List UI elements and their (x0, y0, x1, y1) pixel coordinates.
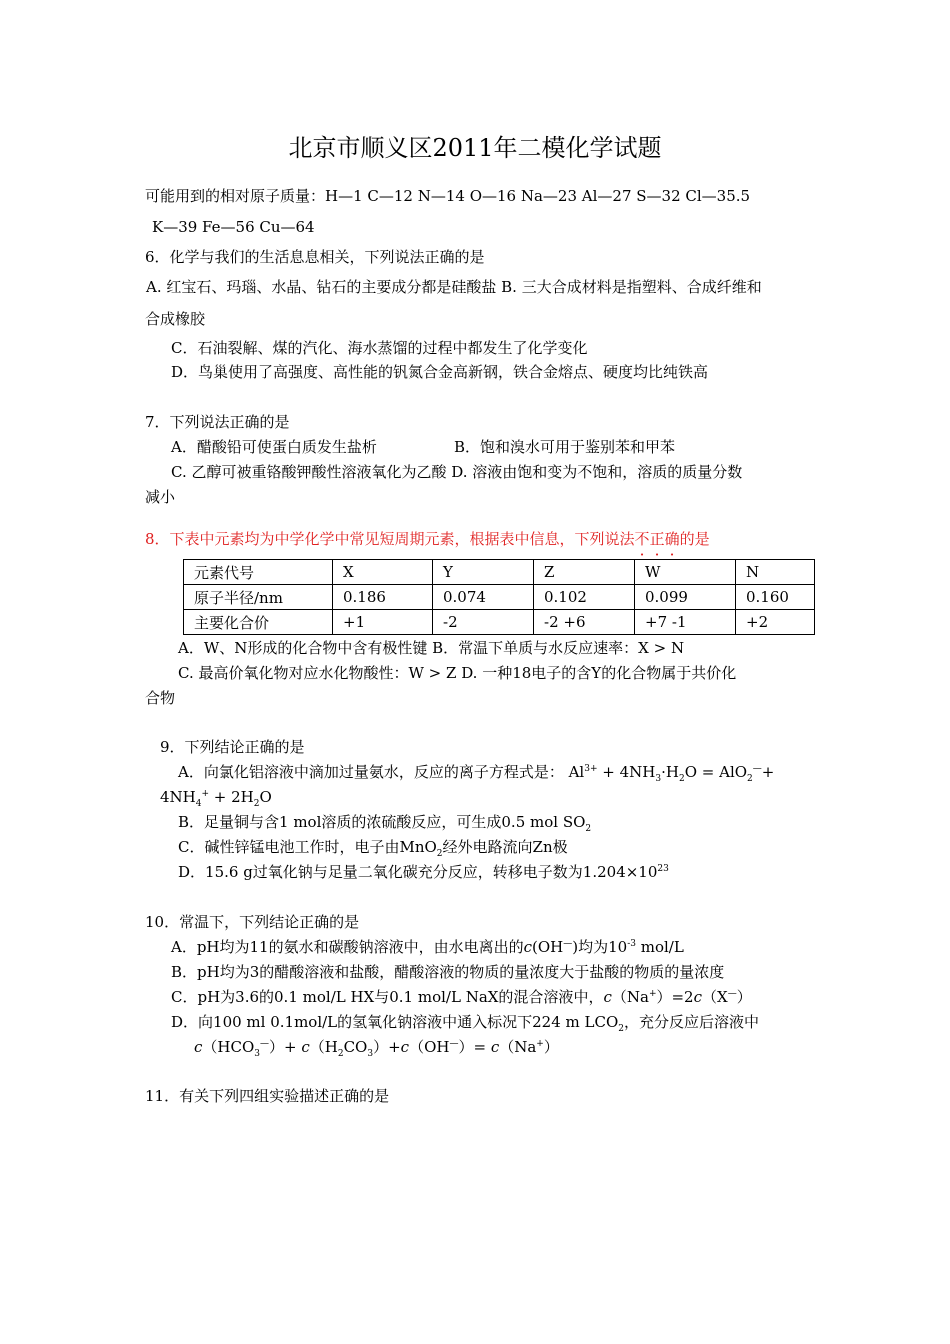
q9-a-text: A．向氯化铝溶液中滴加过量氨水，反应的离子方程式是： Al (178, 763, 585, 781)
q10-a-text: A．pH均为11的氨水和碳酸钠溶液中，由水电离出的 (171, 938, 524, 956)
superscript: — (752, 764, 762, 774)
italic-c: c (603, 988, 612, 1006)
q10-d-text: （OH (409, 1038, 450, 1056)
q9-a-text: 4NH (160, 788, 196, 806)
q9-a-text: + (761, 763, 775, 781)
q6-option-d: D．鸟巢使用了高强度、高性能的钒氮合金高新钢，铁合金熔点、硬度均比纯铁高 (171, 363, 709, 381)
italic-c: c (194, 1038, 203, 1056)
q8-emphasis-2: 正 (649, 530, 665, 548)
table-header-cell: X (333, 560, 433, 585)
superscript: — (260, 1039, 269, 1049)
subscript: 3 (254, 1049, 260, 1059)
table-header-cell: 元素代号 (184, 560, 333, 585)
table-cell: +7 -1 (635, 610, 736, 635)
italic-c: c (301, 1038, 310, 1056)
q7-option-cd: C. 乙醇可被重铬酸钾酸性溶液氧化为乙酸 D. 溶液由饱和变为不饱和，溶质的质量分数 (171, 463, 743, 481)
q10-c-text: C．pH为3.6的0.1 mol/L HX与0.1 mol/L NaX的混合溶液中， (171, 988, 604, 1006)
q10-d-text: CO (343, 1038, 368, 1056)
q6-option-ab: A. 红宝石、玛瑙、水晶、钻石的主要成分都是硅酸盐 B. 三大合成材料是指塑料、合成纤维和 (146, 278, 762, 296)
superscript: — (727, 989, 737, 999)
q10-option-b: B．pH均为3的醋酸溶液和盐酸，醋酸溶液的物质的量浓度大于盐酸的物质的量浓度 (171, 963, 725, 981)
atomic-masses-line2: K—39 Fe—56 Cu—64 (152, 218, 315, 236)
q9-stem: 9．下列结论正确的是 (160, 738, 305, 756)
q9-b-text: B．足量铜与含1 mol溶质的浓硫酸反应，可生成0.5 mol SO (178, 813, 586, 831)
q10-a-text: mol/L (635, 938, 684, 956)
table-header-row (184, 560, 815, 585)
table-cell: 主要化合价 (184, 610, 333, 635)
subscript: 2 (436, 849, 443, 859)
q9-option-c (178, 837, 568, 857)
q10-d-text: （Na (499, 1038, 537, 1056)
q9-option-d (178, 862, 669, 882)
subscript: 2 (678, 774, 685, 784)
table-cell: 0.160 (736, 585, 815, 610)
subscript: 3 (367, 1049, 374, 1059)
subscript: 2 (585, 824, 592, 834)
q10-c-text: ） (736, 988, 752, 1006)
superscript: — (563, 939, 573, 949)
page-title: 北京市顺义区2011年二模化学试题 (288, 134, 662, 162)
table-cell: 0.074 (433, 585, 534, 610)
q10-d-text: （H (309, 1038, 338, 1056)
q10-d-text: ） (543, 1038, 559, 1056)
q10-d-text: （HCO (202, 1038, 255, 1056)
q9-option-a (178, 762, 774, 782)
subscript: 2 (747, 774, 753, 784)
q9-a-text: + 4NH (597, 763, 656, 781)
q8-option-ab: A．W、N形成的化合物中含有极性键 B．常温下单质与水反应速率：X > N (178, 639, 685, 657)
q8-option-d-cont: 合物 (145, 689, 176, 707)
q8-emphasis-3: 确 (664, 530, 680, 548)
superscript: + (201, 789, 210, 799)
q7-option-b: B．饱和溴水可用于鉴别苯和甲苯 (454, 438, 676, 456)
q9-a-text: ·H (661, 763, 679, 781)
superscript: — (449, 1039, 459, 1049)
subscript: 2 (253, 799, 260, 809)
element-table (183, 559, 815, 635)
table-cell: -2 +6 (534, 610, 635, 635)
q6-stem: 6．化学与我们的生活息息相关，下列说法正确的是 (145, 248, 485, 266)
q10-c-text: （Na (611, 988, 649, 1006)
italic-c: c (490, 1038, 500, 1056)
q10-option-d (171, 1012, 759, 1032)
q7-stem: 7．下列说法正确的是 (145, 413, 290, 431)
q9-c-text: 经外电路流向Zn极 (442, 838, 568, 856)
table-header-cell: Y (433, 560, 534, 585)
table-cell: +2 (736, 610, 815, 635)
q9-a-text: + 2H (209, 788, 254, 806)
table-cell: +1 (333, 610, 433, 635)
q6-option-b-cont: 合成橡胶 (145, 310, 206, 328)
subscript: 2 (618, 1024, 624, 1034)
q6-option-c: C．石油裂解、煤的汽化、海水蒸馏的过程中都发生了化学变化 (171, 339, 588, 357)
q8-stem (145, 529, 710, 549)
table-cell: 0.099 (635, 585, 736, 610)
q9-option-a-cont (160, 787, 272, 807)
q10-c-text: （X (702, 988, 728, 1006)
q11-stem: 11．有关下列四组实验描述正确的是 (145, 1087, 390, 1105)
q10-d-text: ）+ (373, 1038, 401, 1056)
q9-option-b (178, 812, 591, 832)
q10-d-text: ，充分反应后溶液中 (624, 1013, 760, 1031)
table-header-cell: W (635, 560, 736, 585)
q10-d-text: D．向100 ml 0.1mol/L的氢氧化钠溶液中通入标况下224 m LCO (171, 1013, 619, 1031)
q8-stem-text: 8．下表中元素均为中学化学中常见短周期元素，根据表中信息，下列说法 (145, 530, 635, 548)
q10-c-text: ）=2 (656, 988, 694, 1006)
table-cell: 原子半径/nm (184, 585, 333, 610)
q9-a-text: O (259, 788, 272, 806)
q9-d-text: D．15.6 g过氧化钠与足量二氧化碳充分反应，转移电子数为1.204×10 (178, 863, 658, 881)
q9-c-text: C．碱性锌锰电池工作时，电子由MnO (178, 838, 437, 856)
superscript: 3+ (584, 764, 598, 774)
italic-c: c (523, 938, 533, 956)
atomic-masses-line1: 可能用到的相对原子质量：H—1 C—12 N—14 O—16 Na—23 Al—27 S—32 Cl—35.5 (145, 187, 751, 205)
q8-emphasis-1: 不 (634, 530, 650, 548)
q9-a-text: O = AlO (684, 763, 748, 781)
superscript: -3 (627, 939, 636, 949)
superscript: + (648, 989, 657, 999)
q10-option-c (171, 987, 752, 1007)
q10-option-d-cont (194, 1037, 559, 1057)
table-row (184, 610, 815, 635)
italic-c: c (693, 988, 703, 1006)
table-row (184, 585, 815, 610)
q8-option-cd: C. 最高价氧化物对应水化物酸性：W > Z D. 一种18电子的含Y的化合物属于共价化 (178, 664, 737, 682)
q10-d-text: ）= (458, 1038, 491, 1056)
q7-option-a: A．醋酸铅可使蛋白质发生盐析 (171, 438, 377, 456)
table-header-cell: Z (534, 560, 635, 585)
superscript: + (536, 1039, 544, 1049)
q10-option-a (171, 937, 684, 957)
q7-option-d-cont: 减小 (145, 488, 176, 506)
superscript: 23 (657, 864, 669, 874)
table-cell: 0.102 (534, 585, 635, 610)
q10-d-text: ）+ (269, 1038, 302, 1056)
table-cell: -2 (433, 610, 534, 635)
subscript: 2 (337, 1049, 344, 1059)
q8-stem-end: 的是 (679, 530, 710, 548)
q10-a-text: (OH (532, 938, 564, 956)
table-header-cell: N (736, 560, 815, 585)
subscript: 4 (195, 799, 202, 809)
table-cell: 0.186 (333, 585, 433, 610)
q10-stem: 10．常温下，下列结论正确的是 (145, 913, 360, 931)
italic-c: c (400, 1038, 410, 1056)
q10-a-text: )均为10 (572, 938, 628, 956)
subscript: 3 (655, 774, 662, 784)
